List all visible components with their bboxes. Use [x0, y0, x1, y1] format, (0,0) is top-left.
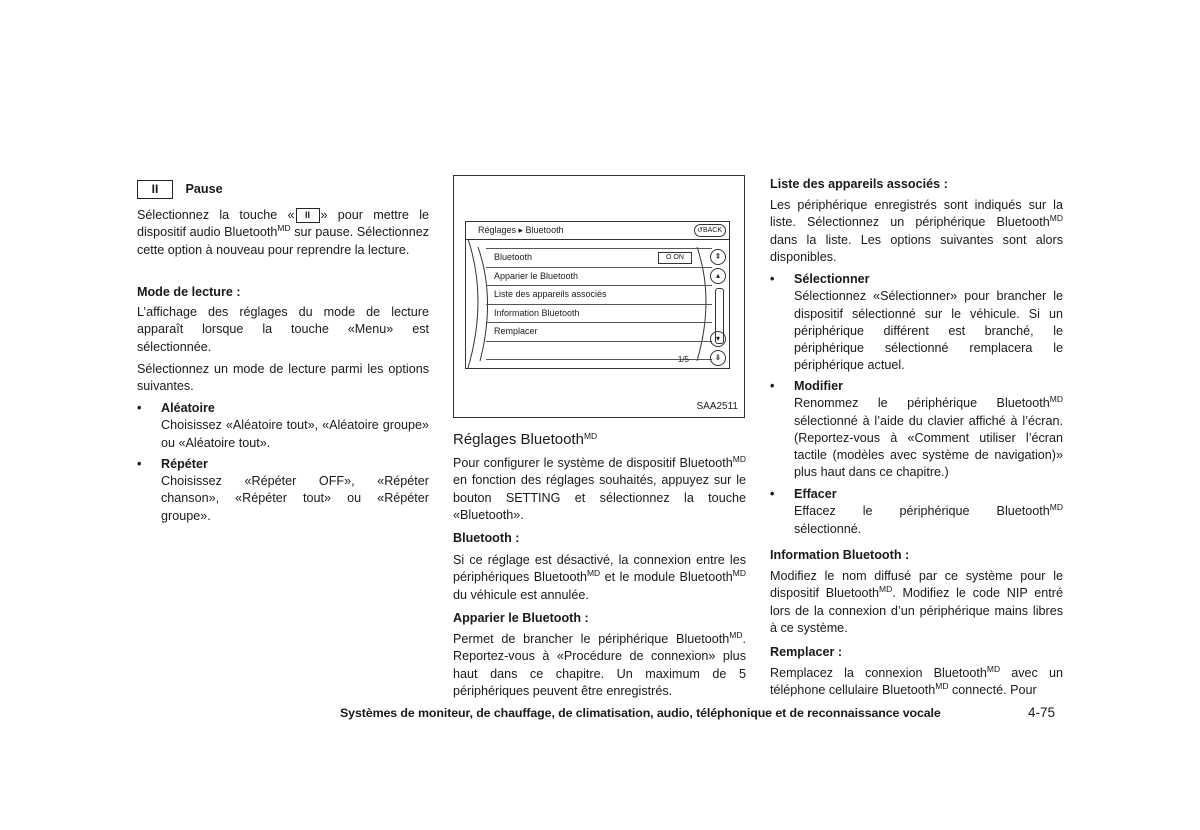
- pause-heading: [137, 180, 223, 199]
- replace-heading: Remplacer :: [770, 645, 843, 659]
- breadcrumb: Réglages ▸ Bluetooth: [478, 225, 564, 235]
- pair-paragraph: Permet de brancher le périphérique Bluetooth$^{MD}$. Reportez-vous à «Procédure de connexion» plus haut dans ce chapitre. Un maximum de 5 périphériques peuvent être enregistrés.: [453, 630, 746, 698]
- mode-paragraph-1: L’affichage des réglages du mode de lecture apparaît lorsque la touche «Menu» est sélectionnée.: [137, 305, 429, 354]
- chapter-footer: Systèmes de moniteur, de chauffage, de climatisation, audio, téléphonique et de reconnaissance vocale: [340, 706, 941, 720]
- intro-paragraph: Pour configurer le système de dispositif Bluetooth$^{MD}$ en fonction des réglages souhaités, appuyez sur le bouton SETTING et sélectionnez la touche «Bluetooth».: [453, 454, 746, 522]
- page-down-icon[interactable]: ⇟: [710, 350, 726, 366]
- page-up-icon[interactable]: ⇞: [710, 249, 726, 265]
- bullet-dot: •: [770, 487, 775, 501]
- replace-paragraph: Remplacez la connexion Bluetooth$^{MD}$ avec un téléphone cellulaire Bluetooth$^{MD}$ connecté. Pour: [770, 664, 1063, 698]
- screen-header: [466, 222, 729, 240]
- pause-paragraph: Sélectionnez la touche « II » pour mettre le dispositif audio Bluetooth$^{MD}$ sur pause. Sélectionnez cette option à nouveau pour reprendre la lecture.: [137, 208, 429, 257]
- paired-list-heading: Liste des appareils associés :: [770, 177, 948, 191]
- pair-heading: Apparier le Bluetooth :: [453, 611, 589, 625]
- info-paragraph: Modifiez le nom diffusé par ce système pour le dispositif Bluetooth$^{MD}$. Modifiez le code NIP entré lors de la connexion d’un périphérique mains libres à ce système.: [770, 569, 1063, 635]
- mode-bullet-list: [137, 400, 429, 525]
- list-item-bluetooth[interactable]: Bluetooth O ON: [486, 248, 712, 268]
- list-item-pair[interactable]: Apparier le Bluetooth: [486, 268, 712, 287]
- back-button[interactable]: ↺BACK: [694, 224, 726, 237]
- bullet-modifier: • Modifier Renommez le périphérique Bluetooth$^{MD}$ sélectionné à l’aide du clavier affiché à l’écran. (Reportez-vous à «Comment utiliser l’écran tactile (modèles avec système de navigation)» plus haut dans ce chapitre.): [770, 379, 1063, 480]
- scroll-up-icon[interactable]: ▴: [710, 268, 726, 284]
- pause-inline-icon: II: [296, 208, 320, 223]
- bullet-aleatoire: • Aléatoire Choisissez «Aléatoire tout», «Aléatoire groupe» ou «Aléatoire tout».: [137, 401, 429, 450]
- bullet-dot: •: [770, 379, 775, 393]
- pause-title: Pause: [185, 181, 223, 196]
- scroll-down-icon[interactable]: ▾: [710, 331, 726, 347]
- bluetooth-paragraph: Si ce réglage est désactivé, la connexion entre les périphériques Bluetooth$^{MD}$ et le module Bluetooth$^{MD}$ du véhicule est annulée.: [453, 553, 746, 602]
- bullet-selectionner: • Sélectionner Sélectionnez «Sélectionner» pour brancher le dispositif sélectionné sur le véhicule. Si un périphérique différent est branché, le périphérique sélectionné remplacera le périphérique actuel.: [770, 272, 1063, 373]
- bullet-dot: •: [137, 456, 142, 471]
- list-item-info[interactable]: Information Bluetooth: [486, 305, 712, 324]
- info-heading: Information Bluetooth :: [770, 548, 910, 562]
- mode-heading: Mode de lecture :: [137, 285, 241, 299]
- page-indicator: 1/5: [677, 355, 689, 364]
- pause-icon: II: [137, 180, 173, 199]
- page-number: 4-75: [1028, 705, 1056, 720]
- list-item-paired-devices[interactable]: Liste des appareils associés: [486, 286, 712, 305]
- mode-paragraph-2: Sélectionnez un mode de lecture parmi les options suivantes.: [137, 362, 429, 394]
- bullet-effacer: • Effacer Effacez le périphérique Bluetooth$^{MD}$ sélectionné.: [770, 487, 1063, 536]
- section-title: Réglages Bluetooth$^{MD}$: [453, 431, 598, 448]
- bluetooth-settings-figure: [453, 175, 745, 418]
- settings-list: [486, 248, 712, 360]
- bullet-dot: •: [770, 272, 775, 286]
- back-arrow-icon: ↺: [697, 227, 703, 234]
- bluetooth-heading: Bluetooth :: [453, 531, 520, 545]
- figure-code: SAA2511: [696, 401, 738, 412]
- bluetooth-toggle[interactable]: O ON: [658, 252, 692, 264]
- paired-list-paragraph: Les périphérique enregistrés sont indiqués sur la liste. Sélectionnez un périphérique Bluetooth$^{MD}$ dans la liste. Les options suivantes sont alors disponibles.: [770, 198, 1063, 264]
- list-item-replace[interactable]: Remplacer: [486, 323, 712, 342]
- bullet-repeter: • Répéter Choisissez «Répéter OFF», «Répéter chanson», «Répéter tout» ou «Répéter groupe».: [137, 456, 429, 523]
- screen-illustration: [465, 221, 730, 369]
- bullet-dot: •: [137, 401, 142, 415]
